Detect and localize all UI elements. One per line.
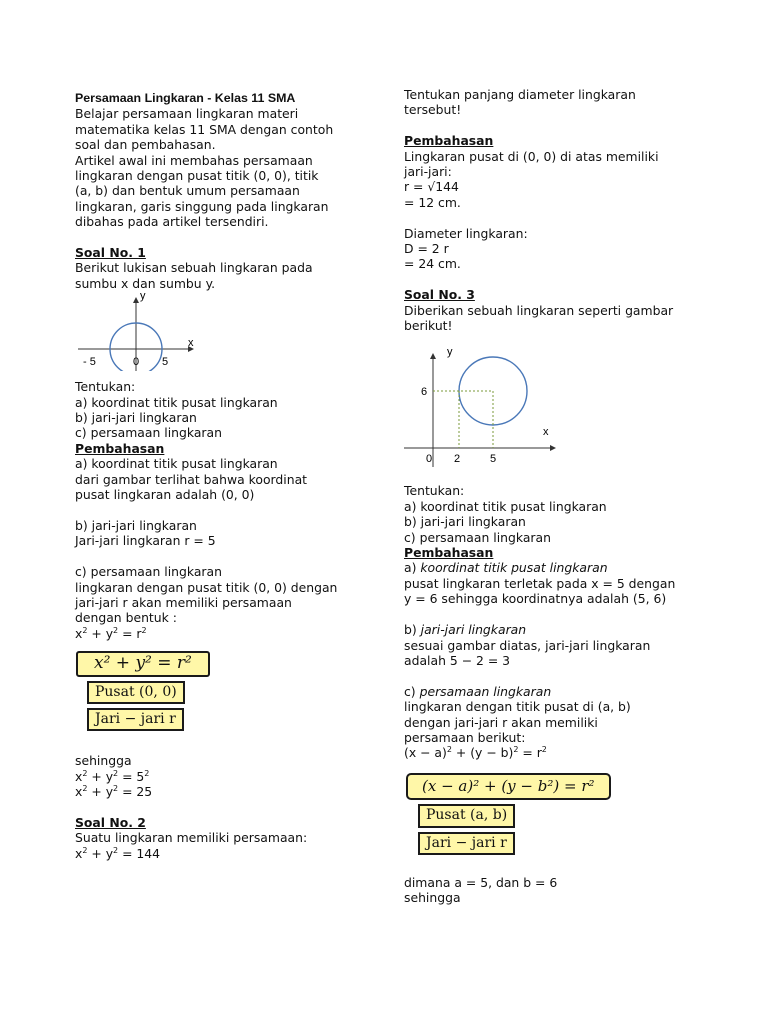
x-axis-label: x (543, 426, 549, 439)
soal-1-text: Berikut lukisan sebuah lingkaran pada (75, 260, 313, 276)
x-axis-arrow (550, 445, 556, 451)
answer-line: = 12 cm. (404, 194, 461, 210)
sehingga: sehingga (75, 753, 132, 769)
intro-line: dibahas pada artikel tersendiri. (75, 214, 269, 230)
tentukan-line: a) koordinat titik pusat lingkaran (75, 394, 278, 410)
answer-line: Jari-jari lingkaran r = 5 (75, 533, 216, 549)
jari-label: Jari − jari r (87, 708, 184, 731)
intro-line: matematika kelas 11 SMA dengan contoh (75, 121, 334, 137)
y-axis-label: y (447, 346, 453, 359)
intro-line: lingkaran dengan pusat titik (0, 0), titik (75, 168, 319, 184)
answer-line: D = 2 r (404, 241, 449, 257)
intro-line: soal dan pembahasan. (75, 137, 216, 153)
result-line: $x^2 + y^2 = 5^2$ (75, 768, 150, 784)
soal-2-text: Suatu lingkaran memiliki persamaan: (75, 830, 308, 846)
intro-line: lingkaran, garis singgung pada lingkaran (75, 198, 329, 214)
tick-label: 6 (421, 386, 428, 399)
answer-line: y = 6 sehingga koordinatnya adalah (5, 6) (404, 591, 667, 607)
intro-line: (a, b) dan bentuk umum persamaan (75, 183, 300, 199)
soal-2-cont: Tentukan panjang diameter lingkaran (404, 87, 636, 102)
intro-line: Artikel awal ini membahas persamaan (75, 152, 313, 168)
answer-line: dengan jari-jari r akan memiliki (404, 714, 598, 730)
answer-line: persamaan berikut: (404, 729, 526, 745)
y-axis-label: y (140, 291, 146, 303)
soal-3-text: berikut! (404, 318, 453, 334)
soal-3-heading: Soal No. 3 (404, 287, 475, 303)
pusat-label: Pusat (0, 0) (87, 681, 185, 704)
answer-line: c) persamaan lingkaran (75, 564, 222, 580)
answer-title: a) koordinat titik pusat lingkaran (404, 560, 608, 576)
tick-label: 5 (162, 356, 169, 369)
answer-line: lingkaran dengan titik pusat di (a, b) (404, 699, 631, 715)
tick-label: - 5 (83, 356, 96, 369)
answer-title: c) persamaan lingkaran (404, 683, 552, 699)
tick-label: 5 (490, 453, 497, 466)
jari-label: Jari − jari r (418, 832, 515, 855)
tick-label: 2 (454, 453, 461, 466)
answer-line: dengan bentuk : (75, 610, 177, 626)
sehingga: sehingga (404, 890, 461, 906)
pembahasan-heading: Pembahasan (75, 440, 165, 456)
soal-1-graph (78, 291, 208, 371)
soal-2-cont: tersebut! (404, 102, 462, 118)
y-axis-arrow (430, 353, 436, 359)
soal-1-text: sumbu x dan sumbu y. (75, 275, 216, 291)
answer-line: b) jari-jari lingkaran (75, 517, 197, 533)
answer-line: adalah 5 − 2 = 3 (404, 652, 511, 668)
tick-label: 0 (133, 356, 140, 369)
answer-line: Diameter lingkaran: (404, 225, 528, 241)
answer-title: b) jari-jari lingkaran (404, 622, 527, 638)
dimana-line: dimana a = 5, dan b = 6 (404, 874, 558, 890)
answer-line: r = √144 (404, 179, 459, 195)
intro-line: Belajar persamaan lingkaran materi (75, 106, 299, 122)
article-title: Persamaan Lingkaran - Kelas 11 SMA (75, 91, 296, 105)
x-axis-label: x (188, 337, 194, 350)
soal-3-graph (404, 345, 564, 467)
equation-line: $x^2 + y^2 = r^2$ (75, 625, 147, 641)
answer-line: a) koordinat titik pusat lingkaran (75, 456, 278, 472)
tick-label: 0 (426, 453, 433, 466)
answer-line: pusat lingkaran adalah (0, 0) (75, 487, 255, 503)
formula-box: (x − a)² + (y − b²) = r² (406, 773, 611, 800)
tentukan-line: Tentukan: (75, 379, 136, 395)
answer-line: sesuai gambar diatas, jari-jari lingkaran (404, 637, 651, 653)
tentukan-line: b) jari-jari lingkaran (404, 514, 526, 530)
answer-line: Lingkaran pusat di (0, 0) di atas memiliki (404, 148, 659, 164)
answer-line: jari-jari r akan memiliki persamaan (75, 594, 292, 610)
right-column (404, 0, 704, 906)
answer-line: pusat lingkaran terletak pada x = 5 dengan (404, 575, 676, 591)
pusat-label: Pusat (a, b) (418, 804, 515, 827)
pembahasan-heading: Pembahasan (404, 545, 494, 561)
pembahasan-heading: Pembahasan (404, 133, 494, 149)
tentukan-line: c) persamaan lingkaran (404, 529, 551, 545)
answer-line: = 24 cm. (404, 256, 461, 272)
soal-1-heading: Soal No. 1 (75, 245, 146, 261)
answer-line: jari-jari: (404, 164, 452, 180)
equation-line: $(x - a)^2 + (y - b)^2 = r^2$ (404, 745, 547, 761)
tentukan-line: a) koordinat titik pusat lingkaran (404, 498, 607, 514)
result-line: $x^2 + y^2 = 25$ (75, 784, 153, 800)
soal-2-equation: $x^2 + y^2 = 144$ (75, 845, 161, 861)
left-column (75, 0, 375, 861)
soal-2-heading: Soal No. 2 (75, 814, 146, 830)
tentukan-line: c) persamaan lingkaran (75, 425, 222, 441)
tentukan-line: Tentukan: (404, 483, 465, 499)
y-axis-arrow (133, 297, 139, 303)
answer-line: dari gambar terlihat bahwa koordinat (75, 471, 308, 487)
soal-3-text: Diberikan sebuah lingkaran seperti gambar (404, 302, 674, 318)
formula-box: x² + y² = r² (76, 651, 210, 676)
tentukan-line: b) jari-jari lingkaran (75, 410, 197, 426)
answer-line: lingkaran dengan pusat titik (0, 0) dengan (75, 579, 338, 595)
